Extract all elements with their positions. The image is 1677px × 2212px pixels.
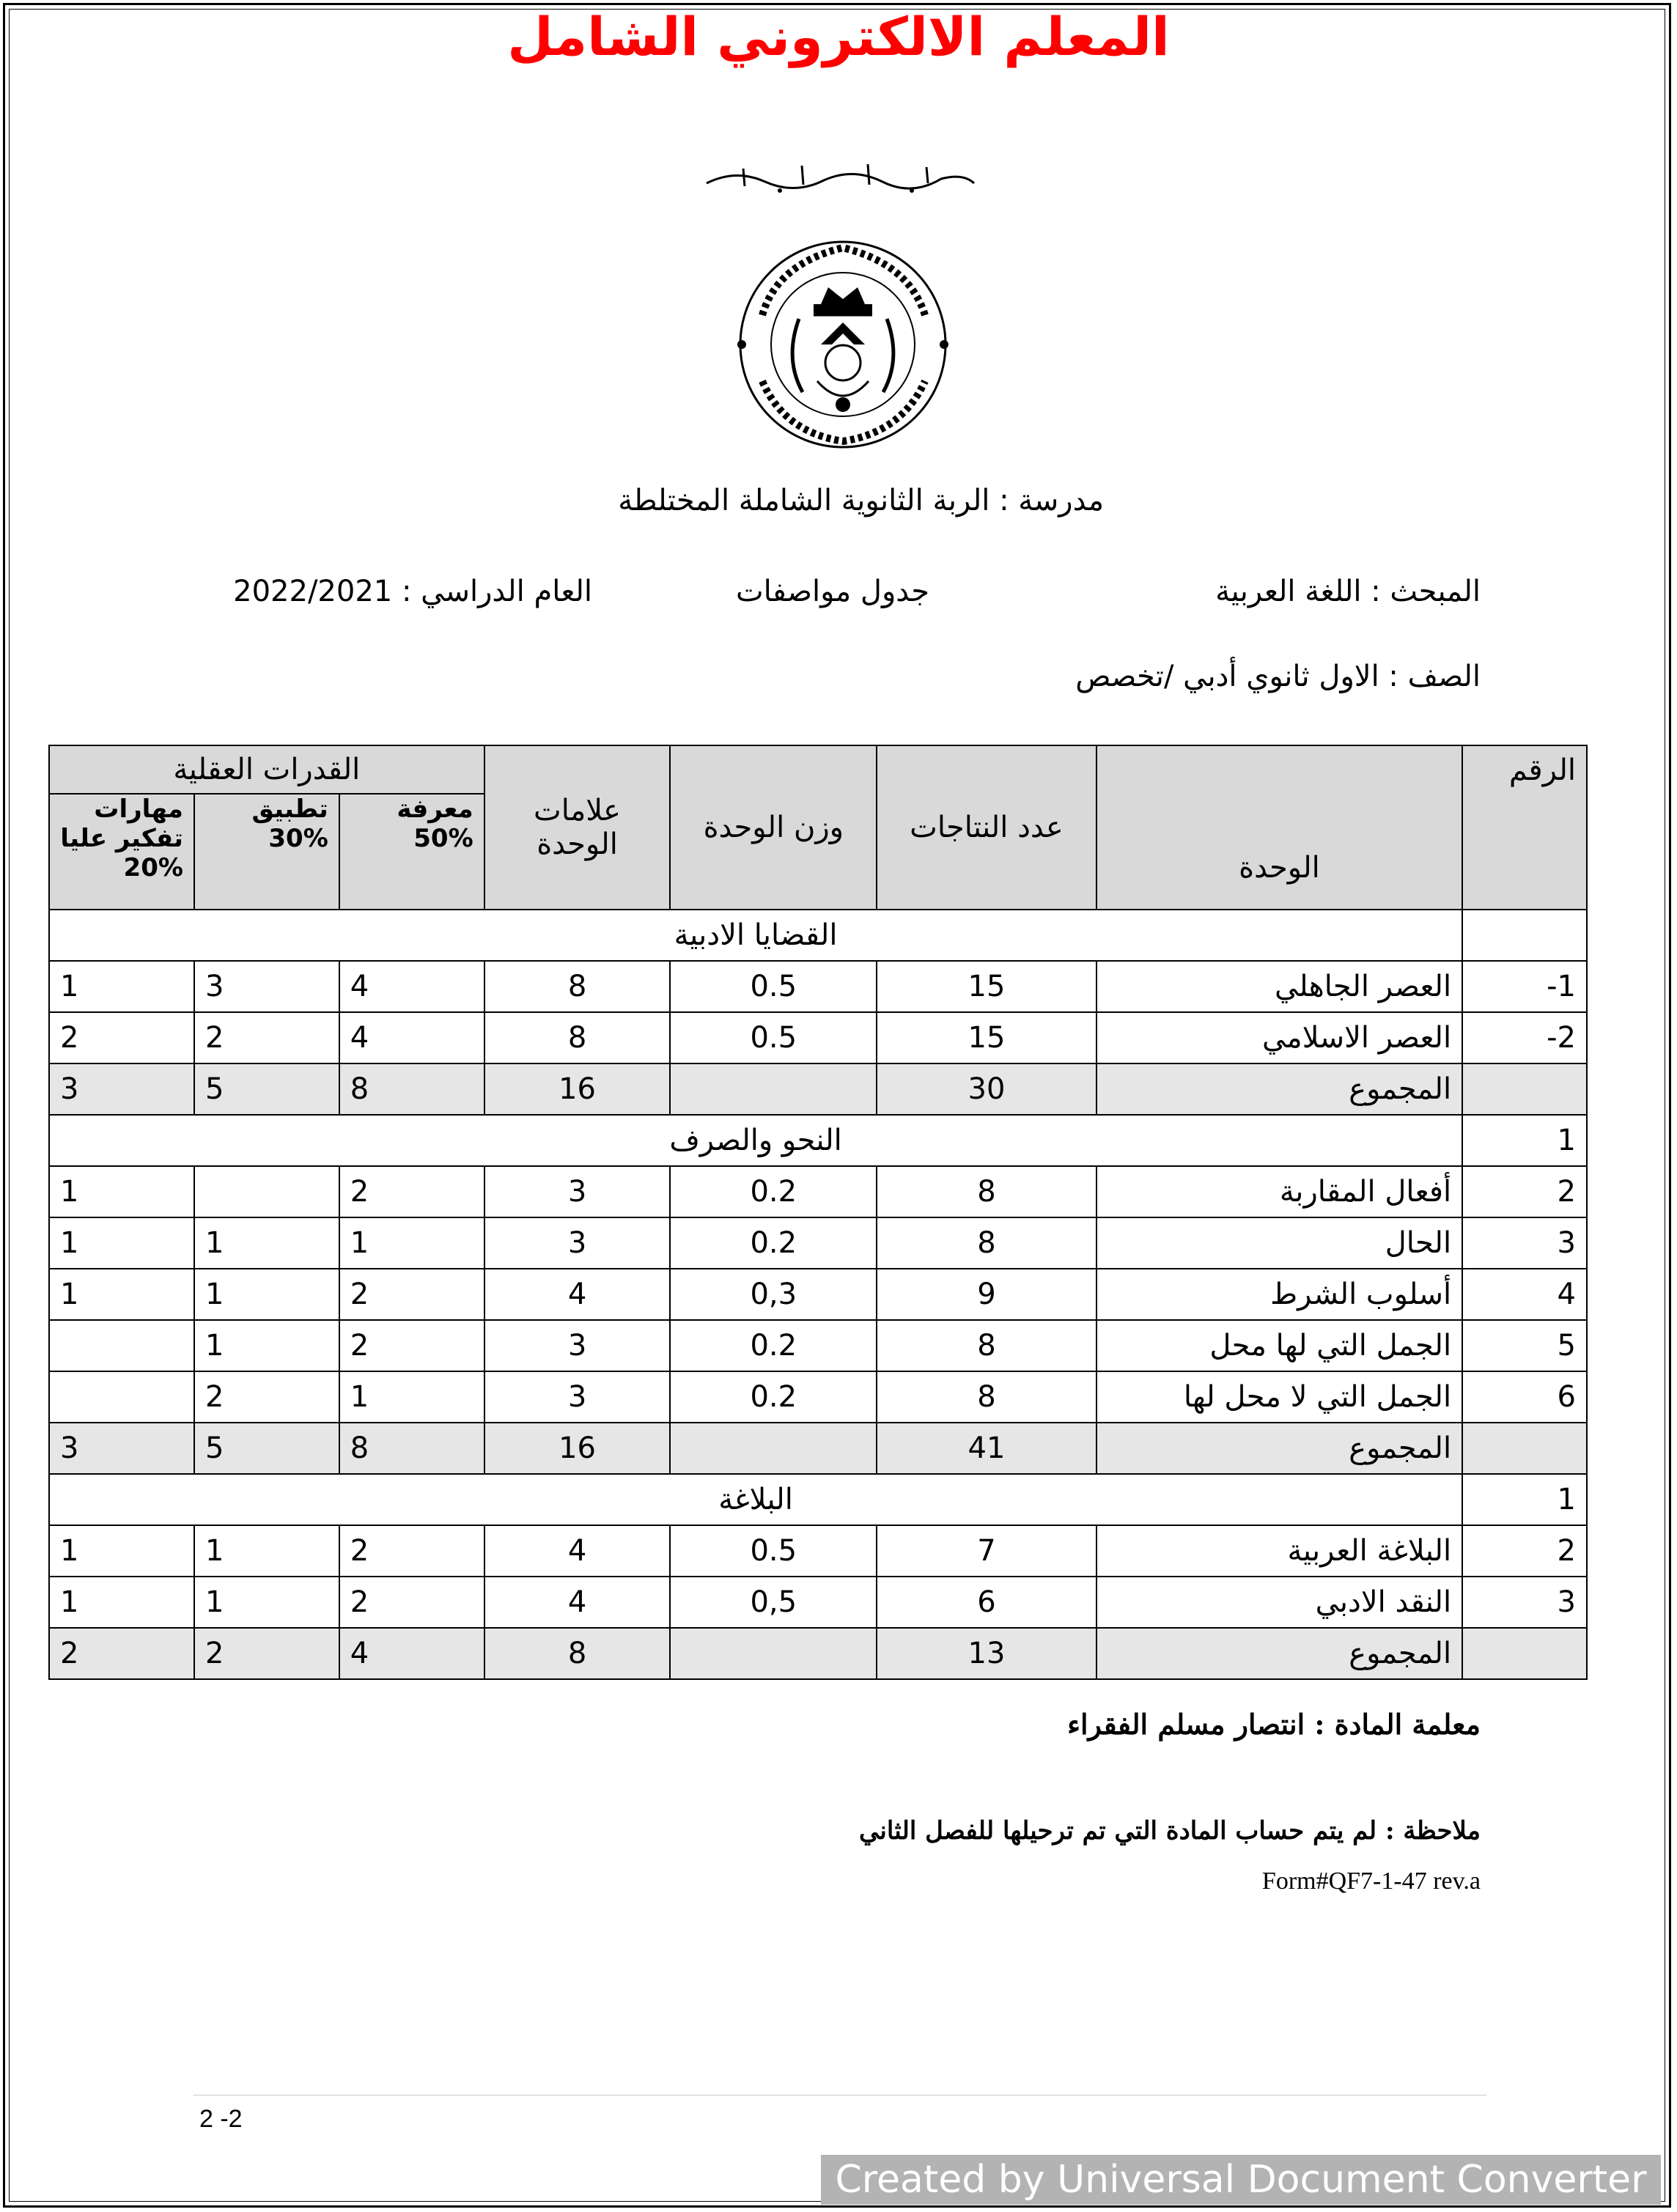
- cell-application: 1: [194, 1525, 339, 1577]
- cell-weight: 0.2: [670, 1166, 877, 1217]
- cell-num: 4: [1462, 1269, 1587, 1320]
- header-number: الرقم: [1462, 745, 1587, 910]
- table-row: [49, 1371, 1587, 1423]
- total-weight: [670, 1628, 877, 1679]
- cell-unit: أسلوب الشرط: [1096, 1269, 1462, 1320]
- cell-outcomes: 15: [877, 961, 1096, 1012]
- cell-unit: أفعال المقاربة: [1096, 1166, 1462, 1217]
- cell-unit: الجمل التي لا محل لها: [1096, 1371, 1462, 1423]
- grade-label: الصف : الاول ثانوي أدبي /تخصص: [1075, 660, 1481, 693]
- cell-unit: النقد الادبي: [1096, 1577, 1462, 1628]
- cell-higher: 1: [49, 1269, 194, 1320]
- cell-weight: 0,3: [670, 1269, 877, 1320]
- total-knowledge: 8: [339, 1063, 484, 1115]
- cell-unit: البلاغة العربية: [1096, 1525, 1462, 1577]
- teacher-name: معلمة المادة : انتصار مسلم الفقراء: [1067, 1708, 1481, 1741]
- cell-higher: 1: [49, 1217, 194, 1269]
- table-row: [49, 1166, 1587, 1217]
- cell-unit: الجمل التي لها محل: [1096, 1320, 1462, 1371]
- cell-unit: العصر الاسلامي: [1096, 1012, 1462, 1063]
- total-marks: 16: [484, 1423, 671, 1474]
- cell-unit: الحال: [1096, 1217, 1462, 1269]
- header-abilities: القدرات العقلية: [49, 745, 484, 794]
- total-application: 2: [194, 1628, 339, 1679]
- cell-marks: 4: [484, 1525, 671, 1577]
- cell-application: 1: [194, 1577, 339, 1628]
- cell-marks: 3: [484, 1217, 671, 1269]
- section-title: النحو والصرف: [49, 1115, 1462, 1166]
- converter-watermark: Created by Universal Document Converter: [821, 2155, 1661, 2205]
- section-row: [49, 910, 1587, 961]
- cell-marks: 3: [484, 1371, 671, 1423]
- cell-outcomes: 8: [877, 1371, 1096, 1423]
- total-label: المجموع: [1096, 1063, 1462, 1115]
- cell-knowledge: 1: [339, 1217, 484, 1269]
- section-number: [1462, 910, 1587, 961]
- cell-application: 3: [194, 961, 339, 1012]
- site-banner: المعلم الالكتروني الشامل: [507, 6, 1170, 67]
- cell-unit: العصر الجاهلي: [1096, 961, 1462, 1012]
- total-knowledge: 8: [339, 1423, 484, 1474]
- cell-marks: 8: [484, 961, 671, 1012]
- total-higher: 2: [49, 1628, 194, 1679]
- section-number: 1: [1462, 1474, 1587, 1525]
- cell-higher: 1: [49, 1525, 194, 1577]
- cell-num: 3: [1462, 1217, 1587, 1269]
- cell-outcomes: 8: [877, 1166, 1096, 1217]
- total-application: 5: [194, 1063, 339, 1115]
- cell-weight: 0.5: [670, 961, 877, 1012]
- cell-num: 6: [1462, 1371, 1587, 1423]
- cell-knowledge: 4: [339, 961, 484, 1012]
- table-row: [49, 1012, 1587, 1063]
- table-row: [49, 1320, 1587, 1371]
- header-outcomes: عدد النتاجات: [877, 745, 1096, 910]
- cell-knowledge: 2: [339, 1577, 484, 1628]
- total-marks: 8: [484, 1628, 671, 1679]
- cell-application: [194, 1166, 339, 1217]
- section-title: القضايا الادبية: [49, 910, 1462, 961]
- cell-outcomes: 8: [877, 1217, 1096, 1269]
- cell-application: 2: [194, 1012, 339, 1063]
- form-code: Form#QF7-1-47 rev.a: [1261, 1868, 1481, 1895]
- school-year: العام الدراسي : 2022/2021: [233, 575, 592, 608]
- total-outcomes: 13: [877, 1628, 1096, 1679]
- subject-label: المبحث : اللغة العربية: [1215, 575, 1481, 608]
- cell-empty: [1462, 1063, 1587, 1115]
- total-row: [49, 1423, 1587, 1474]
- header-unit: الوحدة: [1096, 745, 1462, 910]
- table-row: [49, 1217, 1587, 1269]
- total-higher: 3: [49, 1423, 194, 1474]
- total-outcomes: 30: [877, 1063, 1096, 1115]
- cell-num: 3: [1462, 1577, 1587, 1628]
- section-title: البلاغة: [49, 1474, 1462, 1525]
- page-number: 2 -2: [199, 2105, 243, 2133]
- table-header-row: [49, 745, 1587, 794]
- cell-num: 2: [1462, 1166, 1587, 1217]
- basmala-calligraphy: [692, 154, 985, 198]
- cell-higher: [49, 1371, 194, 1423]
- cell-weight: 0.2: [670, 1371, 877, 1423]
- cell-weight: 0.5: [670, 1012, 877, 1063]
- cell-knowledge: 2: [339, 1525, 484, 1577]
- total-higher: 3: [49, 1063, 194, 1115]
- school-name: مدرسة : الربة الثانوية الشاملة المختلطة: [618, 484, 1104, 517]
- cell-higher: 1: [49, 961, 194, 1012]
- table-row: [49, 1269, 1587, 1320]
- header-application: تطبيق %30: [194, 794, 339, 910]
- cell-outcomes: 7: [877, 1525, 1096, 1577]
- cell-num: 5: [1462, 1320, 1587, 1371]
- total-outcomes: 41: [877, 1423, 1096, 1474]
- total-knowledge: 4: [339, 1628, 484, 1679]
- total-row: [49, 1063, 1587, 1115]
- cell-marks: 3: [484, 1320, 671, 1371]
- cell-weight: 0.2: [670, 1217, 877, 1269]
- cell-knowledge: 2: [339, 1320, 484, 1371]
- total-label: المجموع: [1096, 1423, 1462, 1474]
- table-row: [49, 1577, 1587, 1628]
- cell-knowledge: 4: [339, 1012, 484, 1063]
- cell-marks: 4: [484, 1269, 671, 1320]
- section-row: [49, 1115, 1587, 1166]
- document-title: جدول مواصفات: [735, 575, 929, 608]
- cell-application: 1: [194, 1269, 339, 1320]
- header-knowledge: معرفة %50: [339, 794, 484, 910]
- cell-num: 2: [1462, 1525, 1587, 1577]
- cell-weight: 0,5: [670, 1577, 877, 1628]
- total-marks: 16: [484, 1063, 671, 1115]
- specification-table: [48, 745, 1588, 1680]
- ministry-emblem: [733, 235, 953, 454]
- table-row: [49, 961, 1587, 1012]
- cell-outcomes: 9: [877, 1269, 1096, 1320]
- cell-marks: 3: [484, 1166, 671, 1217]
- cell-outcomes: 8: [877, 1320, 1096, 1371]
- cell-weight: 0.5: [670, 1525, 877, 1577]
- cell-outcomes: 15: [877, 1012, 1096, 1063]
- cell-knowledge: 2: [339, 1166, 484, 1217]
- header-weight: وزن الوحدة: [670, 745, 877, 910]
- cell-empty: [1462, 1423, 1587, 1474]
- cell-application: 2: [194, 1371, 339, 1423]
- header-marks: علامات الوحدة: [484, 745, 671, 910]
- table-row: [49, 1525, 1587, 1577]
- total-row: [49, 1628, 1587, 1679]
- cell-application: 1: [194, 1320, 339, 1371]
- cell-outcomes: 6: [877, 1577, 1096, 1628]
- section-number: 1: [1462, 1115, 1587, 1166]
- cell-knowledge: 2: [339, 1269, 484, 1320]
- cell-num: 1-: [1462, 961, 1587, 1012]
- total-label: المجموع: [1096, 1628, 1462, 1679]
- section-row: [49, 1474, 1587, 1525]
- cell-empty: [1462, 1628, 1587, 1679]
- cell-weight: 0.2: [670, 1320, 877, 1371]
- cell-higher: 2: [49, 1012, 194, 1063]
- cell-marks: 4: [484, 1577, 671, 1628]
- cell-higher: 1: [49, 1166, 194, 1217]
- total-weight: [670, 1063, 877, 1115]
- cell-higher: 1: [49, 1577, 194, 1628]
- footnote: ملاحظة : لم يتم حساب المادة التي تم ترحيلها للفصل الثاني: [859, 1816, 1481, 1846]
- cell-num: 2-: [1462, 1012, 1587, 1063]
- total-application: 5: [194, 1423, 339, 1474]
- cell-higher: [49, 1320, 194, 1371]
- cell-knowledge: 1: [339, 1371, 484, 1423]
- cell-marks: 8: [484, 1012, 671, 1063]
- total-weight: [670, 1423, 877, 1474]
- cell-application: 1: [194, 1217, 339, 1269]
- header-higher-thinking: مهارات تفكير عليا %20: [49, 794, 194, 910]
